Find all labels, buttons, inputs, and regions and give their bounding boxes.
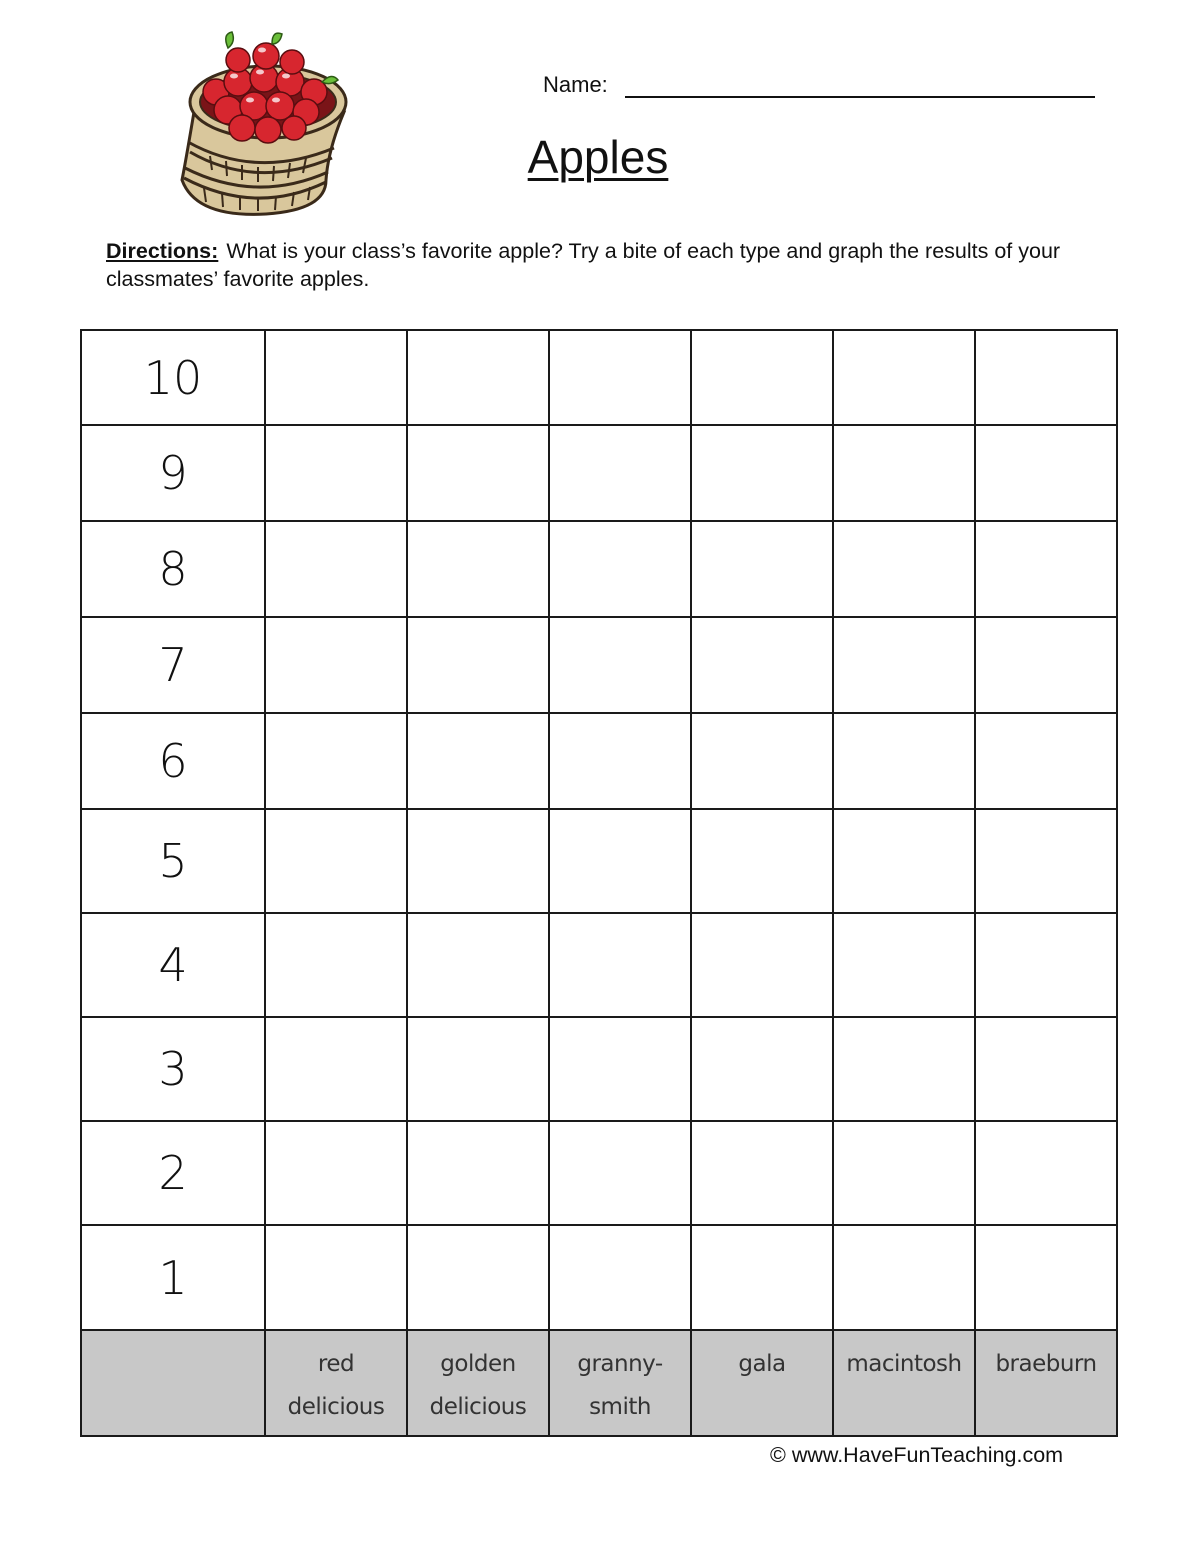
graph-cell[interactable] [549,425,691,521]
graph-cell[interactable] [265,330,407,425]
graph-cell[interactable] [265,1017,407,1121]
directions-label: Directions: [106,239,219,263]
graph-cell[interactable] [691,913,833,1017]
graph-row [81,521,1117,617]
copyright-footer: © www.HaveFunTeaching.com [770,1443,1064,1467]
graph-cell[interactable] [549,1225,691,1330]
graph-cell[interactable] [691,521,833,617]
graph-cell[interactable] [833,1121,975,1225]
row-number: 9 [81,425,265,521]
graph-cell[interactable] [975,330,1117,425]
page-title: Apples [527,131,669,183]
graph-cell[interactable] [549,1017,691,1121]
graph-cell[interactable] [549,330,691,425]
name-label: Name: [543,72,608,97]
graph-cell[interactable] [407,330,549,425]
apple-bar-graph [80,329,1118,1437]
graph-cell[interactable] [691,1121,833,1225]
row-number: 5 [81,809,265,913]
graph-row [81,913,1117,1017]
graph-cell[interactable] [549,1121,691,1225]
graph-cell[interactable] [407,521,549,617]
graph-cell[interactable] [833,425,975,521]
graph-cell[interactable] [975,913,1117,1017]
category-label-line1: red [317,1351,355,1377]
graph-cell[interactable] [691,713,833,809]
graph-cell[interactable] [407,425,549,521]
graph-cell[interactable] [549,521,691,617]
graph-cell[interactable] [691,1225,833,1330]
graph-cell[interactable] [833,330,975,425]
category-label-line2: delicious [429,1394,527,1420]
graph-cell[interactable] [975,1121,1117,1225]
category-label-line2: smith [589,1394,651,1420]
graph-row [81,330,1117,425]
graph-cell[interactable] [549,913,691,1017]
graph-cell[interactable] [691,425,833,521]
directions [106,237,1106,293]
graph-cell[interactable] [833,617,975,713]
directions-text: What is your class’s favorite apple? Try a bite of each type and graph the results of your classmates’ favorite apples. [106,239,1061,291]
graph-cell[interactable] [975,425,1117,521]
graph-cell[interactable] [975,713,1117,809]
name-field[interactable] [543,70,1103,104]
row-number: 3 [81,1017,265,1121]
category-label-row [81,1330,1117,1436]
category-label-line2: delicious [287,1394,385,1420]
graph-cell[interactable] [265,913,407,1017]
graph-cell[interactable] [691,1017,833,1121]
graph-cell[interactable] [833,913,975,1017]
category-label-line1: braeburn [995,1351,1097,1377]
graph-row [81,1017,1117,1121]
row-number: 10 [81,330,265,425]
graph-cell[interactable] [265,1225,407,1330]
name-blank-line[interactable] [625,96,1095,98]
graph-cell[interactable] [691,809,833,913]
category-label-line1: macintosh [846,1351,962,1377]
graph-cell[interactable] [549,617,691,713]
graph-cell[interactable] [265,617,407,713]
apple-basket-icon [176,30,352,220]
graph-row [81,617,1117,713]
graph-row [81,1121,1117,1225]
row-number: 1 [81,1225,265,1330]
row-number: 2 [81,1121,265,1225]
blank-corner-cell [81,1330,265,1436]
category-label [975,1330,1117,1436]
graph-cell[interactable] [265,425,407,521]
category-label [833,1330,975,1436]
category-label [691,1330,833,1436]
graph-cell[interactable] [833,713,975,809]
graph-cell[interactable] [833,1017,975,1121]
graph-cell[interactable] [691,617,833,713]
graph-cell[interactable] [407,1121,549,1225]
graph-cell[interactable] [833,809,975,913]
graph-cell[interactable] [407,617,549,713]
category-label-line1: golden [440,1351,516,1377]
row-number: 7 [81,617,265,713]
graph-cell[interactable] [691,330,833,425]
graph-cell[interactable] [407,913,549,1017]
graph-cell[interactable] [407,1017,549,1121]
graph-cell[interactable] [833,1225,975,1330]
graph-cell[interactable] [975,1017,1117,1121]
graph-cell[interactable] [265,809,407,913]
graph-row [81,1225,1117,1330]
row-number: 8 [81,521,265,617]
graph-cell[interactable] [265,713,407,809]
graph-row [81,713,1117,809]
category-label-line1: gala [738,1351,786,1377]
graph-cell[interactable] [407,713,549,809]
graph-cell[interactable] [549,809,691,913]
graph-cell[interactable] [975,617,1117,713]
graph-cell[interactable] [549,713,691,809]
graph-cell[interactable] [975,809,1117,913]
category-label [265,1330,407,1436]
graph-cell[interactable] [975,1225,1117,1330]
graph-cell[interactable] [265,1121,407,1225]
graph-cell[interactable] [407,1225,549,1330]
category-label [549,1330,691,1436]
graph-row [81,809,1117,913]
graph-row [81,425,1117,521]
category-label-line1: granny- [577,1351,663,1377]
graph-cell[interactable] [407,809,549,913]
graph-cell[interactable] [265,521,407,617]
graph-cell[interactable] [975,521,1117,617]
graph-cell[interactable] [833,521,975,617]
row-number: 6 [81,713,265,809]
category-label [407,1330,549,1436]
row-number: 4 [81,913,265,1017]
